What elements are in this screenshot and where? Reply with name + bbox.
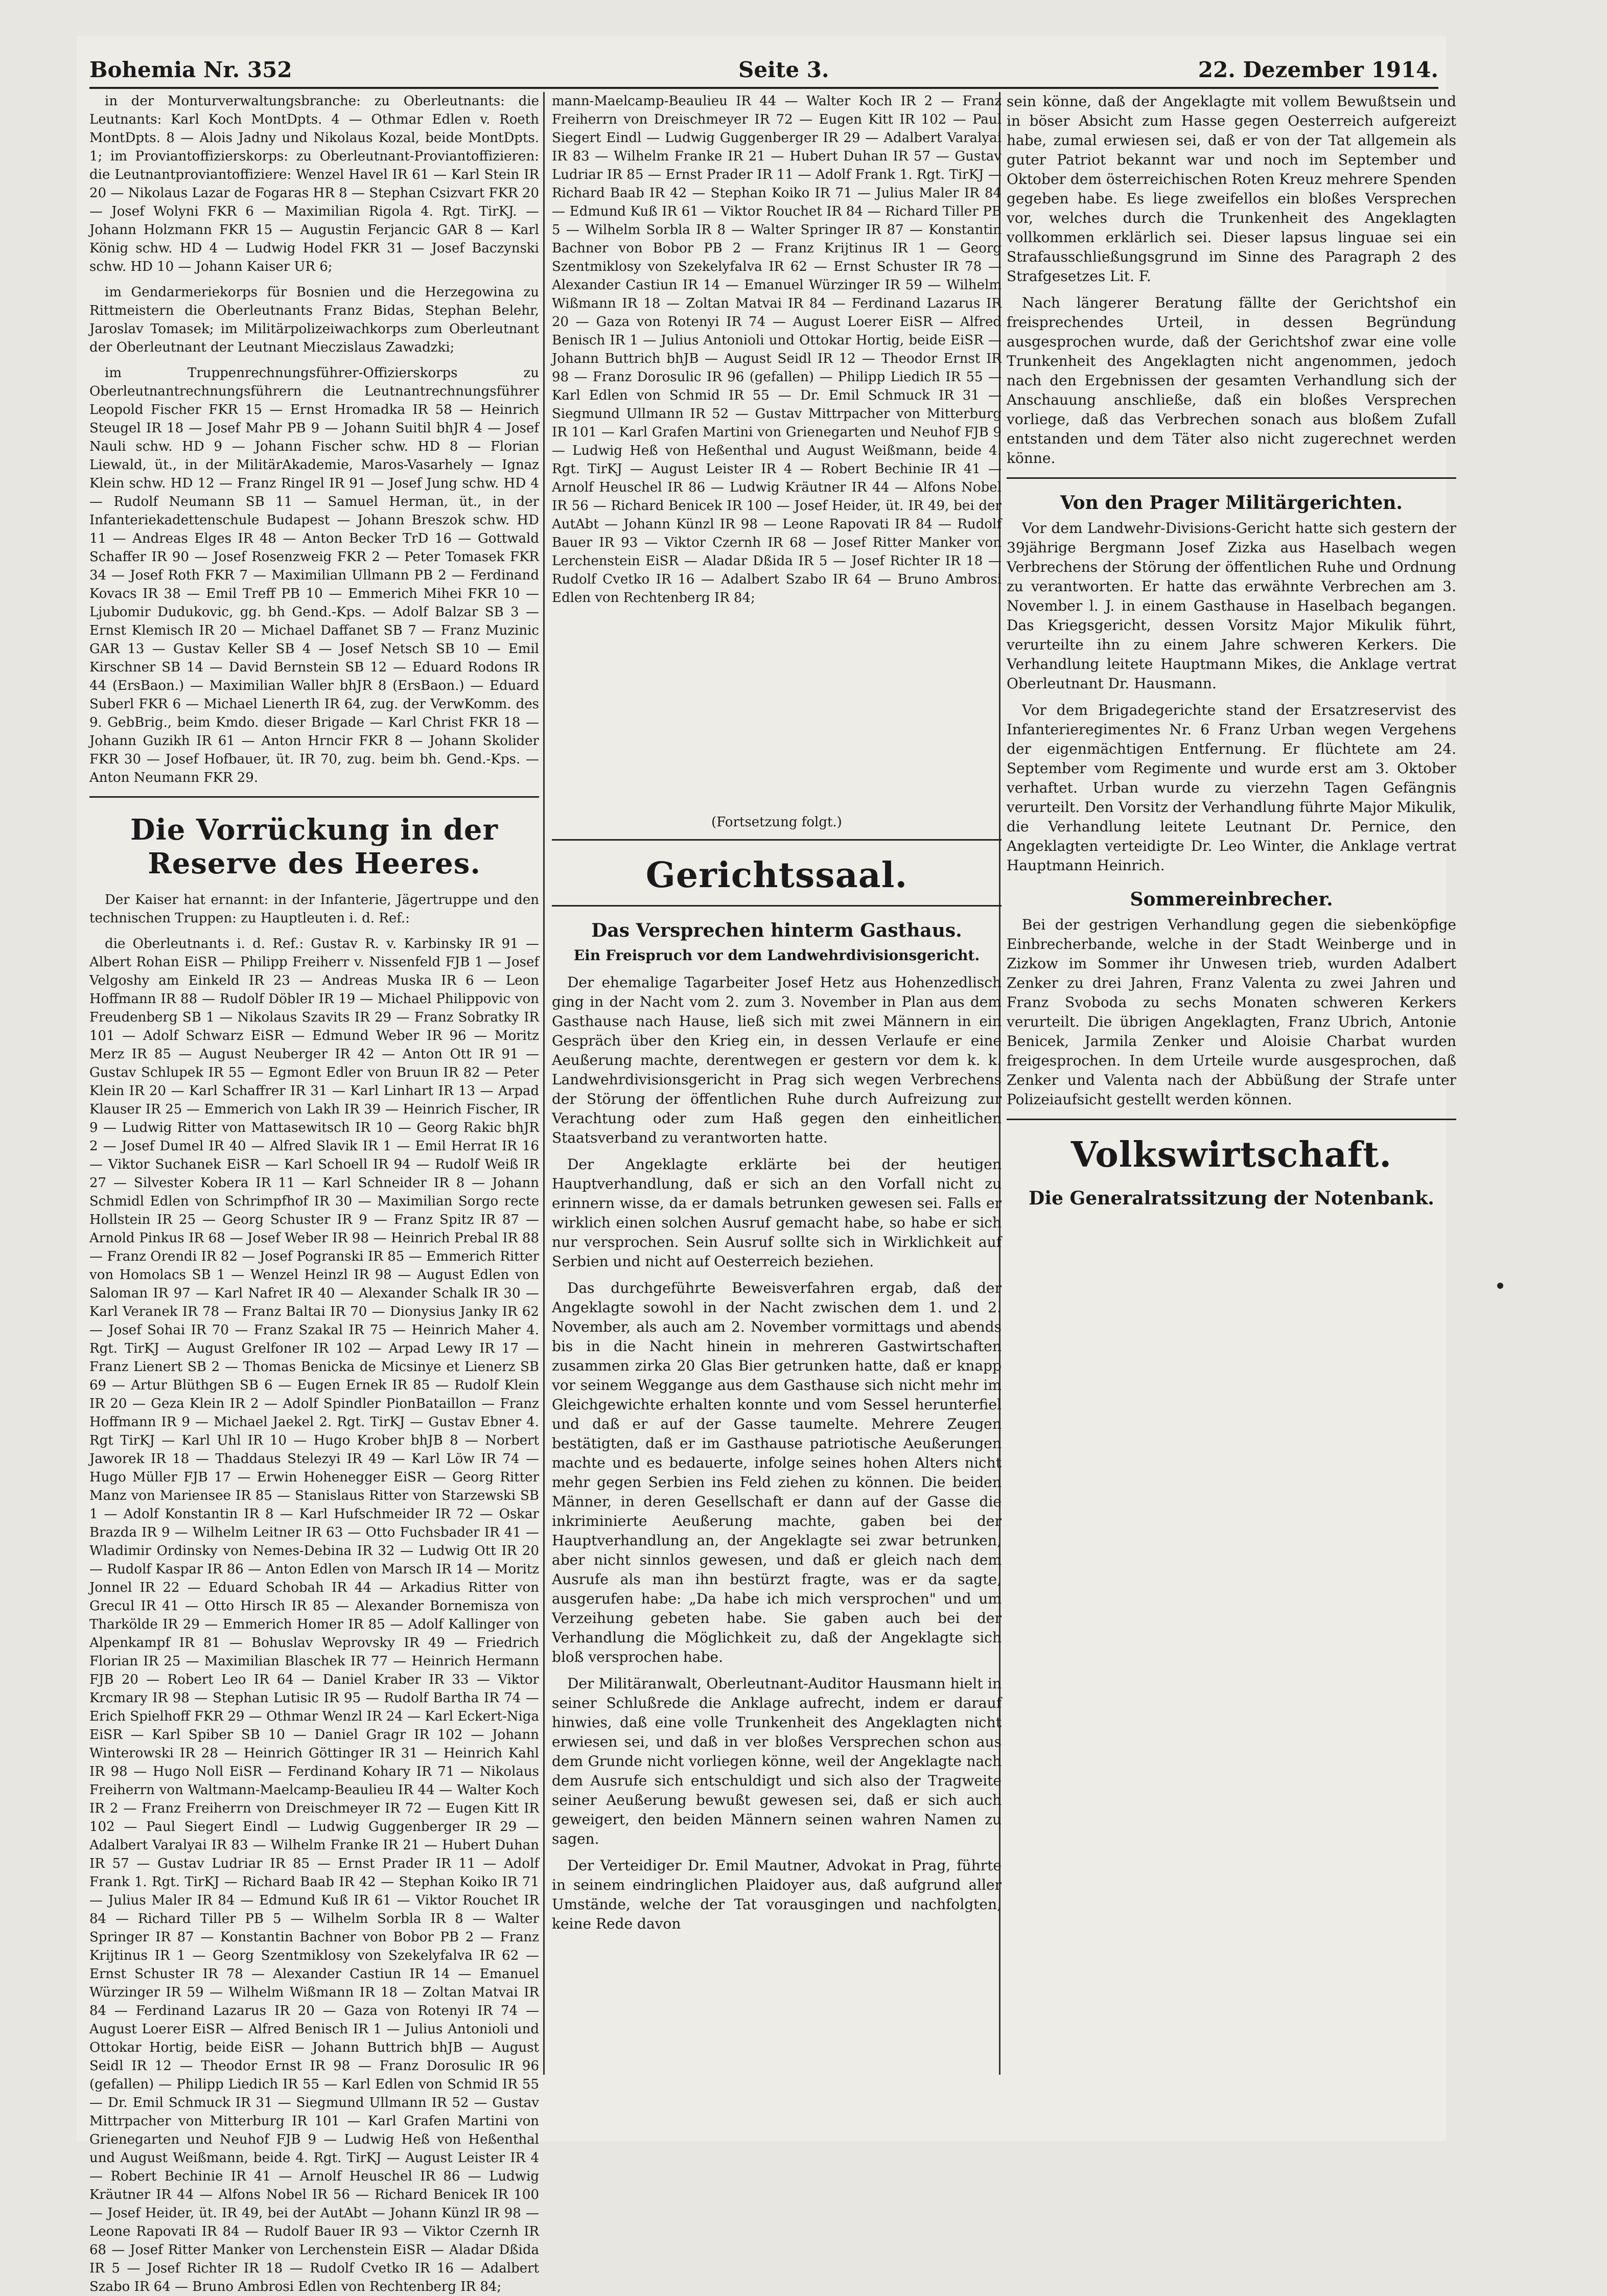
article-subheadline: Ein Freispruch vor dem Landwehrdivisionsgericht.	[573, 947, 980, 964]
article-paragraph: Bei der gestrigen Verhandlung gegen die siebenköpfige Einbrecherbande, welche in der Stadt Weinberge und in Zizkow im Sommer ihr Unwesen trieb, wurden Adalbert Zenker zu drei Jahren, Franz Valenta zu zwei Jahren und Franz Svoboda zu sechs Monaten schweren Kerkers verurteilt. Die übrigen Angeklagten, Franz Ubrich, Antonie Benicek, Jarmila Zenker und Aloisie Charbat wurden freigesprochen. In dem Urteile wurde ausgesprochen, daß Zenker und Valenta nach der Abbüßung der Strafe unter Polizeiaufsicht gestellt werden können.	[1007, 916, 1456, 1108]
header-page-number: Seite 3.	[738, 57, 829, 82]
gerichtssaal-headline: Gerichtssaal.	[645, 855, 908, 896]
military-courts-headline: Von den Prager Militärgerichten.	[1060, 492, 1403, 514]
article-paragraph: Der ehemalige Tagarbeiter Josef Hetz aus Hohenzedlisch ging in der Nacht vom 2. zum 3. November in Plan aus dem Gasthause nach Hause, ließ sich mit zwei Männern in ein Gespräch über den Krieg ein, in dessen Verlaufe er eine Aeußerung machte, derentwegen er gestern vor dem k. k. Landwehrdivisionsgericht in Prag sich wegen Verbrechens der Störung der öffentlichen Ruhe durch Aufreizung zur Verachtung oder zum Haß gegen den einheitlichen Staatsverband zu verantworten hatte.	[552, 974, 1002, 1146]
article-headline: Das Versprechen hinterm Gasthaus.	[591, 920, 962, 941]
reserve-headline: Die Vorrückung in der Reserve des Heeres.	[130, 813, 499, 880]
article-paragraph: Nach längerer Beratung fällte der Gerichtshof ein freisprechendes Urteil, in dessen Begründung ausgesprochen wurde, daß der Gerichtshof zwar eine volle Trunkenheit des Angeklagten nicht angenommen, jedoch nach den Ergebnissen der gesamten Verhandlung sich der Anschauung anschließe, daß ein bloßes Versprechen vorliege, daß das Verbrechen sonach aus bloßem Zufall entstanden und dem Täter also nicht zugerechnet werden könne.	[1007, 294, 1456, 467]
reserve-intro: Der Kaiser hat ernannt: in der Infanterie, Jägertruppe und den technischen Truppen: zu Hauptleuten i. d. Ref.:	[89, 892, 539, 926]
column-rule-1	[543, 92, 545, 2075]
burglars-headline: Sommereinbrecher.	[1130, 889, 1333, 910]
economy-subheadline: Die Generalratssitzung der Notenbank.	[1029, 1188, 1434, 1209]
column-3	[1007, 92, 1456, 2075]
article-paragraph: Der Verteidiger Dr. Emil Mautner, Advokat in Prag, führte in seinem eindringlichen Plaidoyer aus, daß aufgrund aller Umstände, welche der Tat vorausgingen und nachfolgten, keine Rede davon	[552, 1857, 1002, 1932]
column-1	[89, 92, 539, 2294]
page-header	[89, 51, 1438, 89]
reserve-list-continued: mann-Maelcamp-Beaulieu IR 44 — Walter Koch IR 2 — Franz Freiherrn von Dreischmeyer IR 72 — Eugen Kitt IR 102 — Paul Siegert Eindl — Ludwig Guggenberger IR 29 — Adalbert Varalyai IR 83 — Wilhelm Franke IR 21 — Hubert Duhan IR 57 — Gustav Ludriar IR 85 — Ernst Prader IR 11 — Adolf Frank 1. Rgt. TirKJ — Richard Baab IR 42 — Stephan Koiko IR 71 — Julius Maler IR 84 — Edmund Kuß IR 61 — Viktor Rouchet IR 84 — Richard Tiller PB 5 — Wilhelm Sorbla IR 8 — Walter Springer IR 87 — Konstantin Bachner von Bobor PB 2 — Franz Krijtinus IR 1 — Georg Szentmiklosy von Szekelyfalva IR 62 — Ernst Schuster IR 78 — Alexander Castiun IR 14 — Emanuel Würzinger IR 59 — Wilhelm Wißmann IR 18 — Zoltan Matvai IR 84 — Ferdinand Lazarus IR 20 — Gaza von Rotenyi IR 74 — August Loerer EiSR — Alfred Benisch IR 1 — Julius Antonioli und Ottokar Hortig, beide EiSR — Johann Buttrich bhJB — August Seidl IR 12 — Theodor Ernst IR 98 — Franz Dorosulic IR 96 (gefallen) — Philipp Liedich IR 55 — Karl Edlen von Schmid IR 55 — Dr. Emil Schmuck IR 31 — Siegmund Ullmann IR 52 — Gustav Mittrpacher von Mitterburg IR 101 — Karl Grafen Martini von Grienegarten und Neuhof FJB 9 — Ludwig Heß von Heßenthal und August Weißmann, beide 4. Rgt. TirKJ — August Leister IR 4 — Robert Bechinie IR 41 — Arnolf Heuschel IR 86 — Ludwig Kräutner IR 44 — Alfons Nobel IR 56 — Richard Benicek IR 100 — Josef Heider, üt. IR 49, bei der AutAbt — Johann Künzl IR 98 — Leone Rapovati IR 84 — Rudolf Bauer IR 93 — Viktor Czernh IR 68 — Josef Ritter Manker von Lerchenstein EiSR — Aladar Dßida IR 5 — Josef Richter IR 18 — Rudolf Cvetko IR 16 — Adalbert Szabo IR 64 — Bruno Ambrosi Edlen von Rechtenberg IR 84;	[552, 94, 1002, 606]
section-divider	[89, 796, 539, 798]
article-paragraph: Der Militäranwalt, Oberleutnant-Auditor Hausmann hielt in seiner Schlußrede die Anklage aufrecht, indem er darauf hinwies, daß eine volle Trunkenheit des Angeklagten nicht erwiesen sei, und daß in ver bloßes Versprechen schon aus dem Grunde nicht vorliegen könne, weil der Angeklagte nach dem Ausrufe sich entschuldigt und sich also der Tragweite seiner Aeußerung bewußt gewesen sei, daß er sich auch geweigert, den beiden Männern seinen wahren Namen zu sagen.	[552, 1675, 1002, 1847]
rechnungsfuehrer-text: im Truppenrechnungsführer-Offizierskorps zu Oberleutnantrechnungsführern die Leutnantrechnungsführer Leopold Fischer FKR 15 — Ernst Hromadka IR 58 — Heinrich Steugel IR 18 — Josef Mahr PB 9 — Johann Suitil bhJR 4 — Josef Nauli schw. HD 9 — Johann Fischer schw. HD 8 — Florian Liewald, üt., in der MilitärAkademie, Maros-Vasarhely — Ignaz Klein schw. HD 12 — Franz Ringel IR 91 — Josef Jung schw. HD 4 — Rudolf Neumann SB 11 — Samuel Herman, üt., in der Infanteriekadettenschule Budapest — Johann Breszok schw. HD 11 — Andreas Elges IR 48 — Anton Becker TrD 16 — Gottwald Schaffer IR 90 — Josef Rosenzweig FKR 2 — Peter Tomasek FKR 34 — Josef Roth FKR 7 — Maximilian Ullmann PB 2 — Ferdinand Kovacs IR 38 — Emil Treff PB 10 — Emmerich Mihei FKR 10 — Ljubomir Dudukovic, gg. bh Gend.-Kps. — Adolf Balzar SB 3 — Ernst Klemisch IR 20 — Michael Daffanet SB 7 — Franz Muzinic GAR 13 — Gustav Keller SB 4 — Josef Netsch SB 10 — Emil Kirschner SB 14 — David Bernstein SB 12 — Eduard Rodons IR 44 (ErsBaon.) — Maximilian Waller bhJR 8 (ErsBaon.) — Eduard Suberl FKR 6 — Michael Lienerth IR 64, zug. der VerwKomm. des 9. GebBrig., beim Kmdo. dieser Brigade — Karl Christ FKR 18 — Johann Guzikh IR 61 — Anton Hrncir FKR 8 — Johann Skolider FKR 30 — Josef Hofbauer, üt. IR 70, zug. beim bh. Gend.-Kps. — Anton Neumann FKR 29.	[89, 365, 539, 785]
header-publication: Bohemia Nr. 352	[89, 57, 292, 82]
column-2	[552, 92, 1002, 2075]
section-divider	[552, 839, 1002, 841]
ink-speck	[1497, 1283, 1503, 1289]
section-divider	[552, 905, 1002, 907]
promotions-text: in der Monturverwaltungsbranche: zu Oberleutnants: die Leutnants: Karl Koch MontDpts. 4 — Othmar Edlen v. Roeth MontDpts. 8 — Alois Jadny und Nikolaus Kozal, beide MontDpts. 1; im Proviantoffizierskorps: zu Oberleutnant-Proviantoffizieren: die Leutnantproviantoffiziere: Wenzel Havel IR 61 — Karl Stein IR 20 — Nikolaus Lazar de Fogaras HR 8 — Stephan Csizvart FKR 20 — Josef Wolyni FKR 6 — Maximilian Rigola 4. Rgt. TirKJ. — Johann Holzmann FKR 15 — Augustin Ferjancic GAR 8 — Karl König schw. HD 4 — Ludwig Hodel FKR 31 — Josef Baczynski schw. HD 10 — Johann Kaiser UR 6;	[89, 94, 539, 274]
article-paragraph: Der Angeklagte erklärte bei der heutigen Hauptverhandlung, daß er sich an den Vorfall nicht zu erinnern wisse, da er damals betrunken gewesen sei. Falls er wirklich einen solchen Ausruf gemacht habe, so habe er sich nur versprochen. Sein Ausruf sollte sich in Wirklichkeit auf Serbien und nicht auf Oesterreich beziehen.	[552, 1156, 1002, 1270]
article-paragraph: Vor dem Brigadegerichte stand der Ersatzreservist des Infanterieregimentes Nr. 6 Franz Urban wegen Vergehens der eigenmächtigen Entfernung. Er flüchtete am 24. September vom Regimente und wurde erst am 3. Oktober verhaftet. Urban wurde zu vierzehn Tagen Gefängnis verurteilt. Den Vorsitz der Verhandlung führte Major Mikulik, die Verhandlung leitete Leutnant Dr. Pernice, den Angeklagten verteidigte Dr. Leo Winter, die Anklage vertrat Hauptmann Heinrich.	[1007, 702, 1456, 874]
section-divider	[1007, 1119, 1456, 1120]
article-paragraph: Vor dem Landwehr-Divisions-Gericht hatte sich gestern der 39jährige Bergmann Josef Zizka aus Haselbach wegen Verbrechens der Störung der öffentlichen Ruhe und Ordnung zu verantworten. Er hatte das erwähnte Verbrechen am 3. November l. J. in einem Gasthause in Haselbach begangen. Das Kriegsgericht, dessen Vorsitz Major Mikulik führt, verurteilte ihn zu einem Jahre schweren Kerkers. Die Verhandlung leitete Hauptmann Mikes, die Anklage vertrat Oberleutnant Dr. Hausmann.	[1007, 520, 1456, 692]
newspaper-page	[77, 36, 1456, 2294]
header-date: 22. Dezember 1914.	[1198, 57, 1438, 82]
gendarmerie-text: im Gendarmeriekorps für Bosnien und die Herzegowina zu Rittmeistern die Oberleutnants Franz Bidas, Stephan Belehr, Jaroslav Tomasek; im Militärpolizeiwachkorps zum Oberleutnant der Oberleutnant der Leutnant Mieczislaus Zawadzki;	[89, 285, 539, 355]
article-paragraph: sein könne, daß der Angeklagte mit vollem Bewußtsein und in böser Absicht zum Hasse gegen Oesterreich aufgereizt habe, zumal erwiesen sei, daß er von der Tat allgemein als guter Patriot bekannt war und noch im September und Oktober dem österreichischen Roten Kreuz mehrere Spenden gegeben habe. Es liege zweifellos ein bloßes Versprechen vor, welches durch die Trunkenheit des Angeklagten vollkommen erklärlich sei. Dieser lapsus linguae sei ein Strafausschließungsgrund im Sinne des Paragraph 2 des Strafgesetzes Lit. F.	[1007, 93, 1456, 285]
article-paragraph: Das durchgeführte Beweisverfahren ergab, daß der Angeklagte sowohl in der Nacht zwischen dem 1. und 2. November, als auch am 2. November vormittags und abends bis in die Nacht hinein in mehreren Gastwirtschaften zusammen zirka 20 Glas Bier getrunken hatte, daß er knapp vor seinem Weggange aus dem Gasthause sich nicht mehr im Gleichgewichte erhalten konnte und vom Sessel herunterfiel und daß er auf der Gasse taumelte. Mehrere Zeugen bestätigten, daß er im Gasthause patriotische Aeußerungen machte und es bedauerte, infolge seines hohen Alters nicht mehr gegen Serbien ins Feld ziehen zu können. Die beiden Männer, in deren Gesellschaft er dann auf der Gasse die inkriminierte Aeußerung machte, gaben bei der Hauptverhandlung an, der Angeklagte sei zwar betrunken, aber nicht sinnlos gewesen, und daß er gleich nach dem Ausrufe als man ihn bestürzt fragte, was er da sagte, ausgerufen habe: „Da habe ich mich versprochen" und um Verzeihung gebeten habe. Sie gaben auch bei der Verhandlung die Möglichkeit zu, daß der Angeklagte sich bloß versprochen habe.	[552, 1280, 1002, 1665]
section-divider	[1007, 477, 1456, 479]
reserve-list: die Oberleutnants i. d. Ref.: Gustav R. v. Karbinsky IR 91 — Albert Rohan EiSR — Philipp Freiherr v. Nissenfeld FJB 1 — Josef Velgoshy am Einkeld IR 23 — Andreas Muska IR 6 — Leon Hoffmann IR 88 — Rudolf Döbler IR 19 — Michael Philippovic von Freudenberg SB 1 — Nikolaus Szavits IR 29 — Franz Sobratky IR 101 — Adolf Schwarz EiSR — Edmund Weber IR 96 — Moritz Merz IR 85 — August Neuberger IR 42 — Anton Ott IR 91 — Gustav Schlupek IR 55 — Egmont Edler von Bruun IR 82 — Peter Klein IR 20 — Karl Schaffrer IR 31 — Karl Linhart IR 13 — Arpad Klauser IR 25 — Emmerich von Lakh IR 39 — Heinrich Fischer, IR 9 — Ludwig Ritter von Mattasewitsch IR 10 — Georg Rakic bhJR 2 — Josef Dumel IR 40 — Alfred Slavik IR 1 — Emil Herrat IR 16 — Viktor Suchanek EiSR — Karl Schoell IR 94 — Rudolf Weiß IR 27 — Silvester Kobera IR 11 — Karl Schneider IR 8 — Johann Schmidl Edlen von Schrimpfhof IR 30 — Maximilian Sorgo recte Hollstein IR 25 — Georg Schuster IR 9 — Franz Spitz IR 87 — Arnold Pinkus IR 68 — Josef Weber IR 98 — Heinrich Prebal IR 88 — Franz Orendi IR 82 — Josef Pogranski IR 85 — Emmerich Ritter von Homolacs SB 1 — Wenzel Heinzl IR 98 — August Edlen von Saloman IR 97 — Karl Nafret IR 40 — Alexander Schalk IR 30 — Karl Veranek IR 78 — Franz Baltai IR 70 — Dionysius Janky IR 62 — Josef Sohai IR 70 — Franz Szakal IR 75 — Heinrich Maher 4. Rgt. TirKJ — August Grelfoner IR 102 — Arpad Lewy IR 17 — Franz Lienert SB 2 — Thomas Benicka de Micsinye et Lienerz SB 69 — Artur Blüthgen SB 6 — Eugen Ernek IR 85 — Rudolf Klein IR 20 — Geza Klein IR 2 — Adolf Spindler PionBataillon — Franz Hoffmann IR 9 — Michael Jaekel 2. Rgt. TirKJ — Gustav Ebner 4. Rgt TirKJ — Karl Uhl IR 10 — Hugo Krober bhJB 8 — Norbert Jaworek IR 18 — Thaddaus Stelezyi IR 49 — Karl Löw IR 74 — Hugo Müller FJB 17 — Erwin Hohenegger EiSR — Georg Ritter Manz von Mariensee IR 85 — Stanislaus Ritter von Starzewski SB 1 — Adolf Konstantin IR 8 — Karl Hufschmeider IR 72 — Oskar Brazda IR 9 — Wilhelm Leitner IR 63 — Otto Fuchsbader IR 41 — Wladimir Ordinsky von Nemes-Debina IR 32 — Ludwig Ott IR 20 — Rudolf Kaspar IR 86 — Anton Edlen von Marsch IR 14 — Moritz Jonnel IR 22 — Eduard Schobah IR 44 — Arkadius Ritter von Grecul IR 41 — Otto Hirsch IR 85 — Alexander Bornemisza von Tharkölde IR 29 — Emmerich Homer IR 85 — Adolf Kallinger von Alpenkampf IR 81 — Bohuslav Weprovsky IR 49 — Friedrich Florian IR 25 — Maximilian Blaschek IR 77 — Heinrich Hermann FJB 20 — Robert Leo IR 64 — Daniel Kraber IR 33 — Viktor Krcmary IR 98 — Stephan Lutisic IR 95 — Rudolf Bartha IR 74 — Erich Spielhoff FKR 29 — Othmar Wenzl IR 24 — Karl Eckert-Niga EiSR — Karl Spiber SB 10 — Daniel Gragr IR 102 — Johann Winterowski IR 28 — Heinrich Göttinger IR 31 — Heinrich Kahl IR 98 — Hugo Noll EiSR — Ferdinand Kohary IR 71 — Nikolaus Freiherrn von Waltmann-Maelcamp-Beaulieu IR 44 — Walter Koch IR 2 — Franz Freiherrn von Dreischmeyer IR 72 — Eugen Kitt IR 102 — Paul Siegert Eindl — Ludwig Guggenberger IR 29 — Adalbert Varalyai IR 83 — Wilhelm Franke IR 21 — Hubert Duhan IR 57 — Gustav Ludriar IR 85 — Ernst Prader IR 11 — Adolf Frank 1. Rgt. TirKJ — Richard Baab IR 42 — Stephan Koiko IR 71 — Julius Maler IR 84 — Edmund Kuß IR 61 — Viktor Rouchet IR 84 — Richard Tiller PB 5 — Wilhelm Sorbla IR 8 — Walter Springer IR 87 — Konstantin Bachner von Bobor PB 2 — Franz Krijtinus IR 1 — Georg Szentmiklosy von Szekelyfalva IR 62 — Ernst Schuster IR 78 — Alexander Castiun IR 14 — Emanuel Würzinger IR 59 — Wilhelm Wißmann IR 18 — Zoltan Matvai IR 84 — Ferdinand Lazarus IR 20 — Gaza von Rotenyi IR 74 — August Loerer EiSR — Alfred Benisch IR 1 — Julius Antonioli und Ottokar Hortig, beide EiSR — Johann Buttrich bhJB — August Seidl IR 12 — Theodor Ernst IR 98 — Franz Dorosulic IR 96 (gefallen) — Philipp Liedich IR 55 — Karl Edlen von Schmid IR 55 — Dr. Emil Schmuck IR 31 — Siegmund Ullmann IR 52 — Gustav Mittrpacher von Mitterburg IR 101 — Karl Grafen Martini von Grienegarten und Neuhof FJB 9 — Ludwig Heß von Heßenthal und August Weißmann, beide 4. Rgt. TirKJ — August Leister IR 4 — Robert Bechinie IR 41 — Arnolf Heuschel IR 86 — Ludwig Kräutner IR 44 — Alfons Nobel IR 56 — Richard Benicek IR 100 — Josef Heider, üt. IR 49, bei der AutAbt — Johann Künzl IR 98 — Leone Rapovati IR 84 — Rudolf Bauer IR 93 — Viktor Czernh IR 68 — Josef Ritter Manker von Lerchenstein EiSR — Aladar Dßida IR 5 — Josef Richter IR 18 — Rudolf Cvetko IR 16 — Adalbert Szabo IR 64 — Bruno Ambrosi Edlen von Rechtenberg IR 84;	[89, 936, 539, 2294]
continuation-note: (Fortsetzung folgt.)	[711, 815, 842, 830]
economy-headline: Volkswirtschaft.	[1070, 1134, 1392, 1175]
